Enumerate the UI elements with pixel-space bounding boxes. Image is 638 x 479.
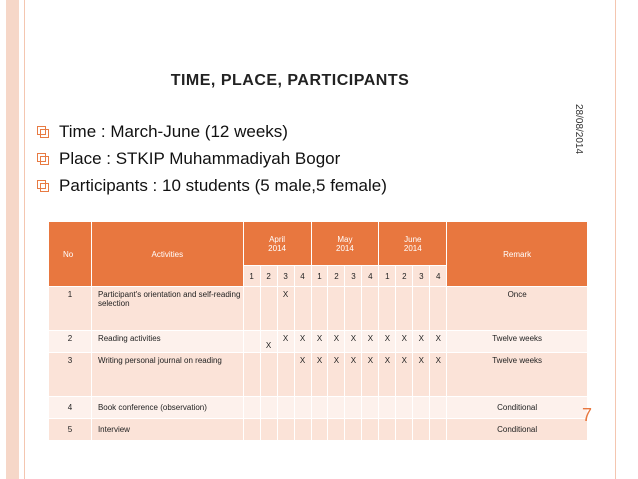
row-no: 5 xyxy=(49,419,92,441)
week-mark: X xyxy=(413,331,430,353)
week-mark xyxy=(243,353,260,397)
row-activity: Interview xyxy=(91,419,243,441)
week-cell: 3 xyxy=(277,266,294,287)
week-mark xyxy=(294,287,311,331)
week-mark: X xyxy=(345,331,362,353)
schedule-table xyxy=(48,221,588,441)
week-mark xyxy=(396,287,413,331)
slide-title: TIME, PLACE, PARTICIPANTS xyxy=(170,72,410,89)
week-mark: X xyxy=(413,353,430,397)
row-activity: Participant's orientation and self-reading selection xyxy=(91,287,243,331)
table-row xyxy=(49,331,588,353)
row-remark: Once xyxy=(447,287,588,331)
bullet-item xyxy=(36,172,387,199)
table-row xyxy=(49,419,588,441)
week-cell: 1 xyxy=(243,266,260,287)
row-remark: Conditional xyxy=(447,419,588,441)
week-mark: X xyxy=(260,331,277,353)
week-mark: X xyxy=(328,353,345,397)
week-mark xyxy=(294,397,311,419)
row-activity: Writing personal journal on reading xyxy=(91,353,243,397)
table-row xyxy=(49,397,588,419)
week-mark xyxy=(243,419,260,441)
week-mark: X xyxy=(362,331,379,353)
week-cell: 2 xyxy=(260,266,277,287)
week-mark: X xyxy=(328,331,345,353)
square-bullet-icon xyxy=(36,125,50,139)
week-mark xyxy=(311,287,328,331)
week-mark xyxy=(362,287,379,331)
week-cell: 1 xyxy=(311,266,328,287)
week-mark: X xyxy=(379,331,396,353)
week-mark xyxy=(362,397,379,419)
week-cell: 1 xyxy=(379,266,396,287)
week-mark xyxy=(413,287,430,331)
week-mark xyxy=(277,353,294,397)
week-mark xyxy=(243,397,260,419)
week-mark xyxy=(311,397,328,419)
bullet-text: Time : March-June (12 weeks) xyxy=(59,121,288,141)
week-mark: X xyxy=(277,331,294,353)
week-cell: 2 xyxy=(396,266,413,287)
week-mark: X xyxy=(294,353,311,397)
header-may: May 2014 xyxy=(311,222,379,266)
week-mark: X xyxy=(396,353,413,397)
row-activity: Reading activities xyxy=(91,331,243,353)
row-no: 3 xyxy=(49,353,92,397)
week-mark xyxy=(396,419,413,441)
right-decor-line xyxy=(615,0,616,479)
bullet-list xyxy=(36,118,387,199)
header-remark: Remark xyxy=(447,222,588,287)
row-no: 1 xyxy=(49,287,92,331)
row-no: 2 xyxy=(49,331,92,353)
table-row xyxy=(49,287,588,331)
week-mark: X xyxy=(362,353,379,397)
bullet-text: Participants : 10 students (5 male,5 female) xyxy=(59,175,387,195)
row-no: 4 xyxy=(49,397,92,419)
week-mark: X xyxy=(430,353,447,397)
table-header-row xyxy=(49,222,588,266)
square-bullet-icon xyxy=(36,179,50,193)
week-mark xyxy=(345,287,362,331)
week-mark xyxy=(260,419,277,441)
bullet-item xyxy=(36,118,387,145)
row-activity: Book conference (observation) xyxy=(91,397,243,419)
week-mark xyxy=(413,419,430,441)
week-mark: X xyxy=(379,353,396,397)
week-mark xyxy=(345,419,362,441)
header-june: June 2014 xyxy=(379,222,447,266)
week-mark xyxy=(260,397,277,419)
week-mark xyxy=(243,331,260,353)
header-activities: Activities xyxy=(91,222,243,287)
header-april: April 2014 xyxy=(243,222,311,266)
slide-date: 28/08/2014 xyxy=(573,104,584,155)
week-mark: X xyxy=(277,287,294,331)
header-no: No xyxy=(49,222,92,287)
week-mark xyxy=(328,287,345,331)
week-mark xyxy=(362,419,379,441)
week-mark xyxy=(430,419,447,441)
week-mark xyxy=(430,287,447,331)
week-mark xyxy=(379,287,396,331)
week-mark xyxy=(379,419,396,441)
week-cell: 4 xyxy=(430,266,447,287)
week-mark xyxy=(328,419,345,441)
page-number: 7 xyxy=(582,405,593,425)
week-mark xyxy=(413,397,430,419)
week-mark xyxy=(328,397,345,419)
week-mark xyxy=(396,397,413,419)
bullet-item xyxy=(36,145,387,172)
week-mark xyxy=(345,397,362,419)
row-remark: Twelve weeks xyxy=(447,353,588,397)
week-mark xyxy=(294,419,311,441)
week-mark xyxy=(311,419,328,441)
week-cell: 2 xyxy=(328,266,345,287)
week-mark xyxy=(277,419,294,441)
week-cell: 3 xyxy=(413,266,430,287)
week-mark: X xyxy=(311,331,328,353)
row-remark: Twelve weeks xyxy=(447,331,588,353)
week-cell: 4 xyxy=(362,266,379,287)
square-bullet-icon xyxy=(36,152,50,166)
row-remark: Conditional xyxy=(447,397,588,419)
week-mark: X xyxy=(396,331,413,353)
week-mark xyxy=(243,287,260,331)
week-mark: X xyxy=(294,331,311,353)
week-mark xyxy=(260,287,277,331)
week-mark: X xyxy=(345,353,362,397)
week-mark xyxy=(379,397,396,419)
week-mark xyxy=(430,397,447,419)
week-mark xyxy=(277,397,294,419)
week-cell: 3 xyxy=(345,266,362,287)
bullet-text: Place : STKIP Muhammadiyah Bogor xyxy=(59,148,341,168)
week-cell: 4 xyxy=(294,266,311,287)
week-mark: X xyxy=(311,353,328,397)
week-mark xyxy=(260,353,277,397)
week-mark: X xyxy=(430,331,447,353)
table-row xyxy=(49,353,588,397)
